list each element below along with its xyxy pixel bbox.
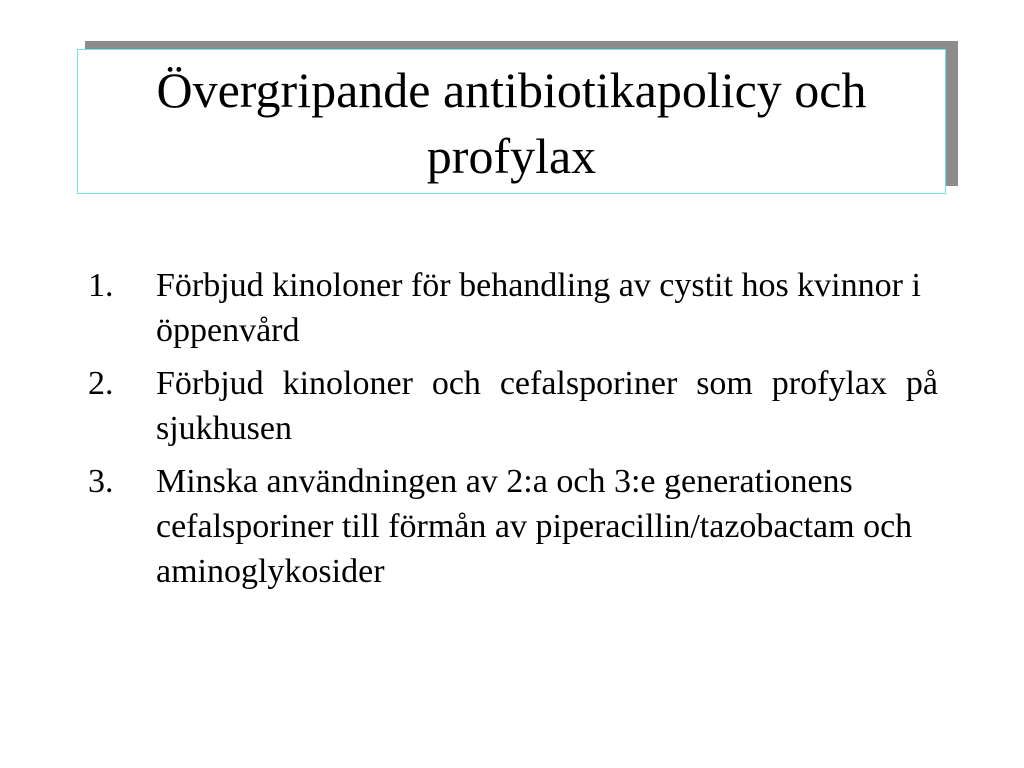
list-item-text: Förbjud kinoloner för behandling av cystit hos kvinnor i öppenvård — [156, 267, 921, 349]
list-item-text: Minska användningen av 2:a och 3:e generationens cefalsporiner till förmån av piperacillin/tazobactam och aminoglykosider — [156, 463, 913, 590]
list-item — [88, 361, 938, 451]
policy-list — [88, 263, 938, 602]
title-box — [77, 49, 946, 194]
list-item-number: 2. — [88, 365, 114, 402]
list-item-number: 3. — [88, 463, 114, 500]
list-item-text: Förbjud kinoloner och cefalsporiner som profylax på sjukhusen — [156, 365, 938, 447]
list-item — [88, 263, 938, 353]
list-item — [88, 459, 938, 594]
slide-title: Övergripande antibiotikapolicy och profylax — [156, 61, 867, 184]
list-item-number: 1. — [88, 267, 114, 304]
